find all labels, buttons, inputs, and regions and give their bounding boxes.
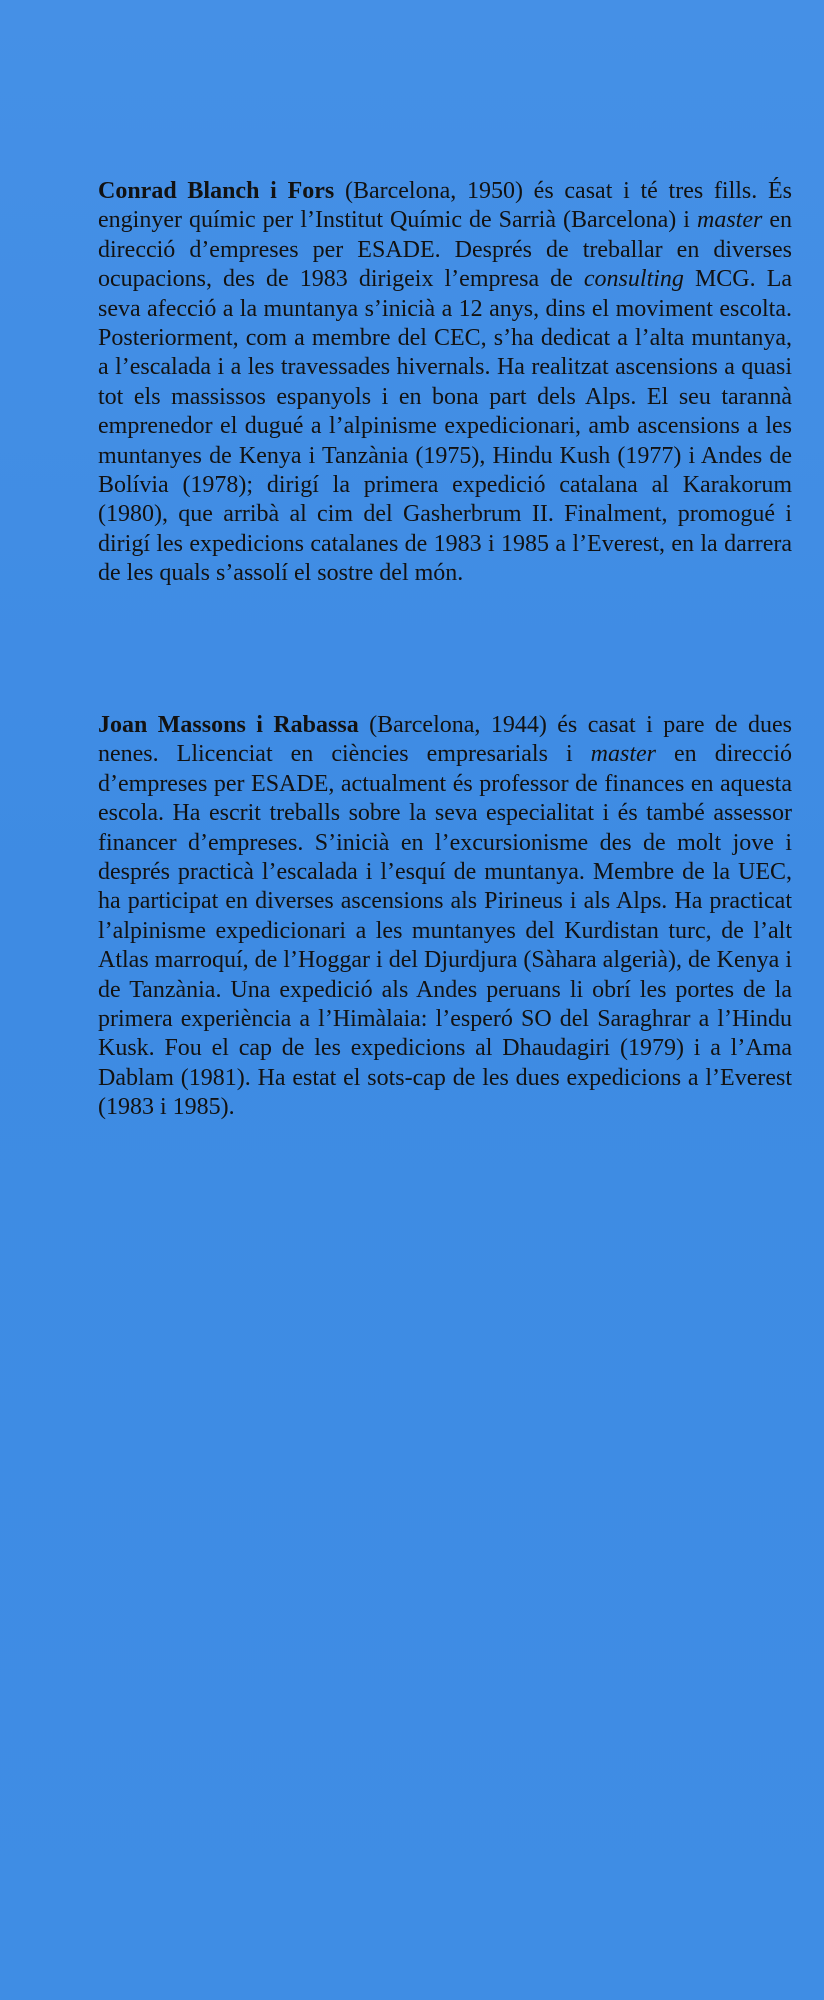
bio-text: en direcció d’empreses per ESADE. Després de treballar en diverses ocupacions, des de 1983 dirigeix l’empresa de	[98, 207, 792, 293]
bio-text: (Barcelona, 1944) és casat i pare de dues nenes. Llicenciat en ciències empresarials i	[98, 712, 792, 768]
author-bio-conrad-blanch	[98, 177, 792, 589]
bio-italic-term: master	[696, 207, 763, 234]
author-name: Joan Massons i Rabassa	[98, 712, 359, 738]
author-bio-joan-massons	[98, 711, 792, 1123]
bio-text: en direcció d’empreses per ESADE, actualment és professor de finances en aquesta escola. Ha escrit treballs sobre la seva especialitat i és també assessor financer d’empreses. S’inicià en l’excursionisme des de molt jove i després practicà l’escalada i l’esquí de muntanya. Membre de la UEC, ha participat en diverses ascensions als Pirineus i als Alps. Ha practicat l’alpinisme expedicionari a les muntanyes del Kurdistan turc, de l’alt Atlas marroquí, de l’Hoggar i del Djurdjura (Sàhara algerià), de Kenya i de Tanzània. Una expedició als Andes peruans li obrí les portes de la primera experiència a l’Himàlaia: l’esperó SO del Saraghrar a l’Hindu Kusk. Fou el cap de les expedicions al Dhaudagiri (1979) i a l’Ama Dablam (1981). Ha estat el sots-cap de les dues expedicions a l’Everest (1983 i 1985).	[98, 741, 792, 1121]
bio-italic-term: master	[590, 741, 656, 768]
bio-text: MCG. La seva afecció a la muntanya s’inicià a 12 anys, dins el moviment escolta. Posteriorment, com a membre del CEC, s’ha dedicat a l’alta muntanya, a l’escalada i a les travessades hivernals. Ha realitzat ascensions a quasi tot els massissos espanyols i en bona part dels Alps. El seu tarannà emprenedor el dugué a l’alpinisme expedicionari, amb ascensions a les muntanyes de Kenya i Tanzània (1975), Hindu Kush (1977) i Andes de Bolívia (1978); dirigí la primera expedició catalana al Karakorum (1980), que arribà al cim del Gasherbrum II. Finalment, promogué i dirigí les expedicions catalanes de 1983 i 1985 a l’Everest, en la darrera de les quals s’assolí el sostre del món.	[98, 266, 793, 587]
author-name: Conrad Blanch i Fors	[98, 178, 335, 204]
bio-italic-term: consulting	[583, 266, 684, 293]
bio-text: (Barcelona, 1950) és casat i té tres fills. És enginyer químic per l’Institut Químic de Sarrià (Barcelona) i	[98, 178, 792, 234]
